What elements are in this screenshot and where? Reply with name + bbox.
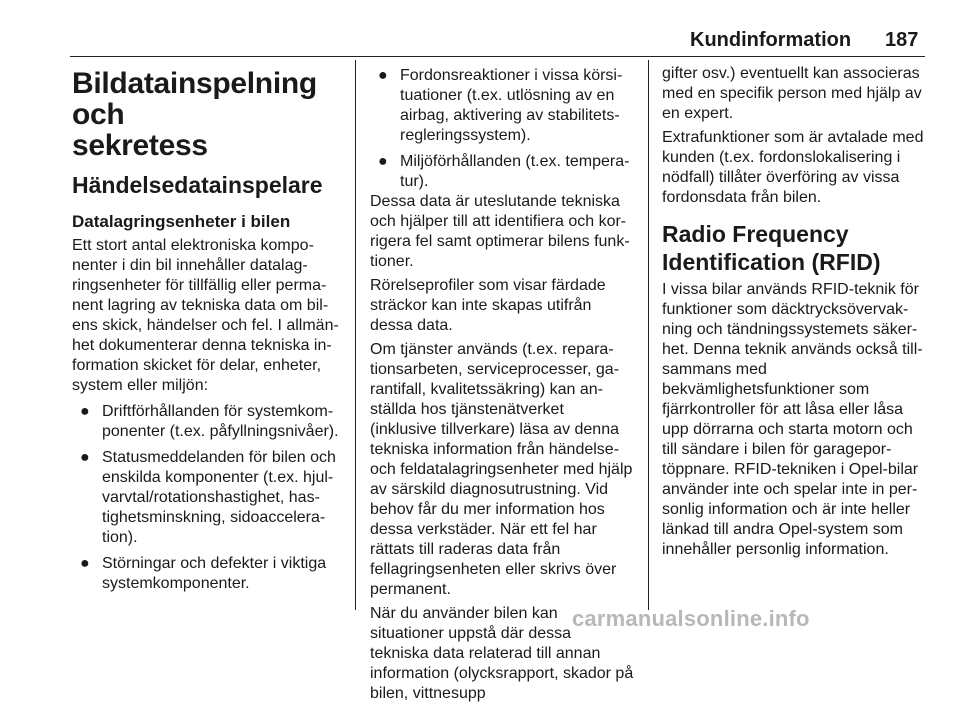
list-item (72, 448, 347, 548)
subsection-heading: Datalagringsenheter i bilen (72, 212, 291, 231)
rfid-heading (662, 220, 926, 276)
main-heading-line2: sekretess (72, 129, 208, 162)
bullet-icon: ● (80, 449, 90, 466)
bullet-icon: ● (80, 555, 90, 572)
paragraph-movement-profiles: Rörelseprofiler som visar färdade sträckor kan inte skapas utifrån dessa data. (370, 277, 606, 334)
column-divider-1 (355, 60, 356, 610)
list-item (370, 152, 634, 192)
paragraph-situations: När du använder bilen kan situationer uppstå där dessa tekniska data relaterad till annan information (olycksrapport, skador på bilen, vittnesupp (370, 605, 634, 702)
data-list (72, 402, 347, 594)
paragraph-continued: gifter osv.) eventuellt kan associeras med en specifik person med hjälp av en expert. (662, 65, 922, 122)
main-heading (72, 68, 347, 161)
bullet-icon: ● (378, 67, 388, 84)
rfid-heading-line2: Identification (RFID) (662, 249, 881, 275)
list-item (72, 402, 347, 442)
header-rule (70, 56, 925, 57)
watermark: carmanualsonline.info (572, 606, 810, 631)
list-item-text: Statusmeddelanden för bilen och enskilda komponenter (t.ex. hjulvarvtal/rotationshastighet, hastighetsminskning, sidoacceleration). (102, 449, 336, 546)
column-divider-2 (648, 60, 649, 610)
rfid-heading-line1: Radio Frequency (662, 221, 849, 247)
header-title: Kundinformation (690, 29, 852, 51)
list-item-text: Miljöförhållanden (t.ex. temperatur). (400, 153, 630, 190)
list-item-text: Störningar och defekter i viktiga systemkomponenter. (102, 555, 327, 592)
intro-paragraph: Ett stort antal elektroniska komponenter i din bil innehåller datalagringsenheter för tillfällig eller permanent lagring av tekniska data om bilens skick, händelser och fel. I allmänhet dokumenterar denna tekniska information skicket för delar, enheter, system eller miljön: (72, 237, 339, 394)
bullet-icon: ● (80, 403, 90, 420)
paragraph-technical-data: Dessa data är uteslutande tekniska och hjälper till att identifiera och korrigera fel samt optimerar bilens funktioner. (370, 193, 630, 270)
list-item-text: Fordonsreaktioner i vissa körsituationer (t.ex. utlösning av en airbag, aktivering av stabilitetsregleringssystem). (400, 67, 623, 144)
main-heading-line1: Bildatainspelning och (72, 67, 317, 131)
list-item (72, 554, 347, 594)
data-list-continued (370, 66, 634, 192)
column-1 (72, 60, 347, 594)
paragraph-rfid: I vissa bilar används RFID-teknik för funktioner som däcktrycksövervakning och tändningssystemets säkerhet. Denna teknik används också tillsammans med bekvämlighetsfunktioner som fjärrkontroller för att låsa eller låsa upp dörrarna och starta motorn och till sändare i bilen för garageportöppnare. RFID-tekniken i Opel-bilar använder inte och spelar inte in personlig information och är inte heller länkad till andra Opel-system som innehåller personlig information. (662, 281, 923, 558)
section-heading: Händelsedatainspelare (72, 172, 323, 198)
paragraph-extra-functions: Extrafunktioner som är avtalade med kunden (t.ex. fordonslokalisering i nödfall) tillåter överföring av vissa fordonsdata från bilen. (662, 129, 924, 206)
page-number: 187 (885, 29, 919, 51)
list-item-text: Driftförhållanden för systemkomponenter (t.ex. påfyllningsnivåer). (102, 403, 339, 440)
paragraph-services: Om tjänster används (t.ex. reparationsarbeten, serviceprocesser, garantifall, kvalitetssäkring) kan anställda hos tjänstenätverket (inklusive tillverkare) läsa av denna tekniska information från händelse- och feldatalagringsenheter med hjälp av särskild diagnosutrustning. Vid behov får du mer information hos dessa verkstäder. När ett fel har rättats till raderas data från fellagringsenheten eller skrivs över permanent. (370, 341, 633, 598)
column-3 (662, 60, 926, 560)
bullet-icon: ● (378, 153, 388, 170)
list-item (370, 66, 634, 146)
